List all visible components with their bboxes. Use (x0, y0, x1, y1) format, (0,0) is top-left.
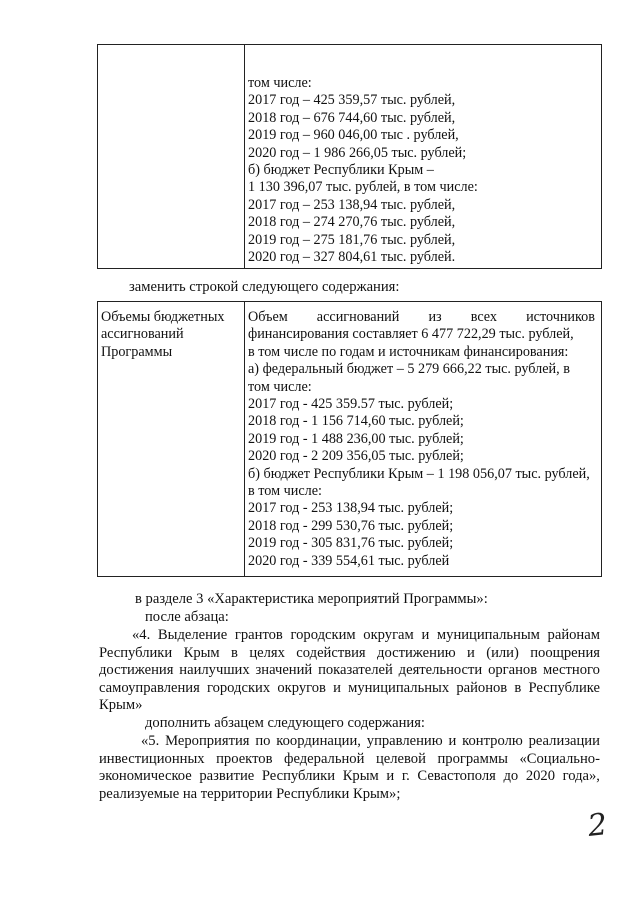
page-number: 2 (586, 807, 609, 844)
justified-line (99, 680, 600, 698)
word: Республики (99, 644, 173, 661)
word: городским (290, 627, 356, 643)
text-line: 2017 год - 253 138,94 тыс. рублей; (248, 500, 454, 517)
text-line: 2018 год – 676 744,60 тыс. рублей, (248, 109, 456, 126)
word: проектов (216, 750, 273, 767)
text-line: 2020 год - 2 209 356,05 тыс. рублей; (248, 448, 464, 465)
text-line: 2018 год – 274 270,76 тыс. рублей, (248, 214, 456, 231)
text-line: 2019 год - 1 488 236,00 тыс. рублей; (248, 430, 464, 447)
word: деятельности (398, 662, 483, 679)
word: в (514, 679, 522, 696)
word: Республики (261, 768, 336, 785)
word: года», (562, 768, 600, 785)
quote-paragraph-4 (99, 627, 600, 715)
word: органов (488, 662, 538, 679)
word: «5. (141, 733, 160, 749)
justified-line (99, 768, 600, 786)
word: контролю (462, 733, 523, 749)
text-line: 2019 год – 275 181,76 тыс. рублей, (248, 231, 456, 248)
row-label-line: Объемы бюджетных (101, 309, 225, 325)
text-line: 2018 год - 299 530,76 тыс. рублей; (248, 517, 454, 534)
text-line: 2017 год - 425 359.57 тыс. рублей; (248, 396, 454, 413)
justified-line (99, 662, 600, 680)
word: наилучших (179, 662, 250, 679)
word: значений (255, 662, 313, 679)
word: источников (526, 309, 595, 325)
text-line: том числе: (248, 378, 312, 395)
word: показателей (318, 662, 393, 679)
word: «4. (132, 627, 151, 643)
replace-intro: заменить строкой следующего содержания: (129, 279, 400, 295)
word: г. (401, 768, 410, 785)
word: федеральной (284, 750, 365, 767)
text-line: том числе: (248, 75, 312, 91)
justified-line (99, 733, 600, 751)
word: в (231, 644, 238, 661)
text-line: 2018 год - 1 156 714,60 тыс. рублей; (248, 413, 464, 430)
word: округов (277, 679, 326, 696)
word: местного (542, 662, 600, 679)
last-line: реализуемые на территории Республики Крым»; (99, 785, 401, 802)
text-line: 2017 год – 253 138,94 тыс. рублей, (248, 196, 456, 213)
text-line: а) федеральный бюджет – 5 279 666,22 тыс. рублей, в (248, 361, 570, 378)
word: экономическое (99, 768, 192, 785)
word: и (333, 679, 341, 696)
text-line: 2020 год – 1 986 266,05 тыс. рублей; (248, 144, 467, 161)
word: районов (456, 679, 508, 696)
word: достижения (99, 662, 174, 679)
word: и (421, 627, 430, 643)
text-line: б) бюджет Республики Крым – (248, 162, 434, 179)
word: и (467, 644, 475, 661)
after-paragraph-label: после абзаца: (145, 609, 229, 625)
new-appropriations-cell (248, 309, 595, 570)
column-divider (244, 45, 245, 268)
text-line: 2019 год - 305 831,76 тыс. рублей; (248, 535, 454, 552)
word: округам (363, 627, 414, 643)
word: всех (470, 309, 497, 325)
word: ассигнований (316, 309, 400, 325)
text-line: в том числе: (248, 483, 322, 500)
quote-paragraph-5 (99, 733, 600, 803)
text-line: 2020 год - 339 554,61 тыс. рублей (248, 552, 450, 569)
word: управлению (366, 733, 443, 749)
word: развитие (199, 768, 255, 785)
word: Крым (342, 768, 379, 785)
justified-line (99, 751, 600, 769)
word: муниципальным (436, 627, 540, 643)
word: районам (547, 627, 600, 643)
justified-line (99, 627, 600, 645)
word: инвестиционных (99, 750, 205, 767)
row-label-cell (101, 309, 241, 361)
last-line: Крым» (99, 697, 143, 714)
word: Крым (183, 644, 220, 661)
text-line: б) бюджет Республики Крым – 1 198 056,07 тыс. рублей, (248, 465, 590, 482)
row-label-line: Программы (101, 343, 173, 360)
appropriations-table-old (97, 44, 602, 269)
justified-first-line (248, 309, 595, 326)
word: грантов (234, 627, 283, 643)
word: и (386, 768, 395, 785)
word: (или) (486, 644, 519, 661)
word: достижению (377, 644, 456, 661)
old-appropriations-cell (248, 75, 595, 266)
word: целевой (375, 750, 426, 767)
text-line: 2019 год – 960 046,00 тыс . рублей, (248, 127, 459, 144)
word: самоуправления (99, 679, 200, 696)
column-divider (244, 302, 245, 576)
word: содействия (296, 644, 366, 661)
text-line: в том числе по годам и источникам финансирования: (248, 343, 569, 360)
word: до (503, 768, 519, 785)
section-heading: в разделе 3 «Характеристика мероприятий Программы»: (135, 591, 488, 607)
add-paragraph-label: дополнить абзацем следующего содержания: (145, 715, 425, 731)
row-label-line: ассигнований (101, 326, 184, 343)
word: поощрения (530, 644, 600, 661)
word: и (448, 733, 457, 749)
text-line: 1 130 396,07 тыс. рублей, в том числе: (248, 179, 478, 196)
word: по (255, 733, 271, 749)
word: Выделение (157, 627, 228, 643)
word: реализации (528, 733, 600, 749)
text-line: финансирования составляет 6 477 722,29 тыс. рублей, (248, 326, 574, 343)
appropriations-table-new (97, 301, 602, 577)
word: городских (206, 679, 271, 696)
word: Объем (248, 309, 288, 325)
text-line: 2017 год – 425 359,57 тыс. рублей, (248, 92, 456, 109)
word: муниципальных (348, 679, 450, 696)
word: «Социально- (519, 750, 600, 767)
word: программы (437, 750, 508, 767)
justified-line (99, 645, 600, 663)
word: 2020 (525, 768, 555, 785)
word: целях (249, 644, 285, 661)
word: из (428, 309, 442, 325)
word: Мероприятия (165, 733, 250, 749)
word: координации, (276, 733, 361, 749)
word: Республике (528, 679, 600, 696)
text-line: 2020 год – 327 804,61 тыс. рублей. (248, 249, 456, 266)
word: Севастополя (417, 768, 496, 785)
